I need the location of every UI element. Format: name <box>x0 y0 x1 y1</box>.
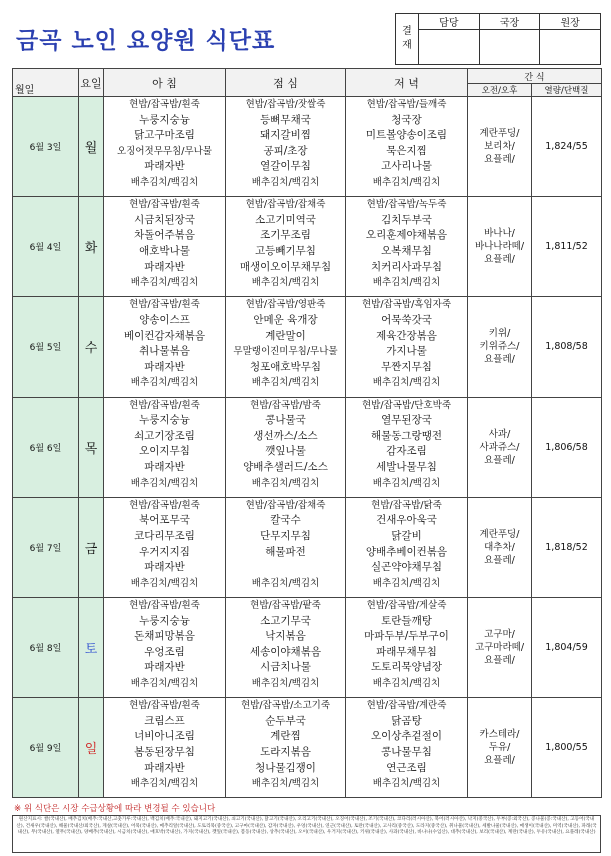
menu-item: 연근조림 <box>386 761 427 774</box>
snack-item: 바나나라떼/ <box>474 241 525 253</box>
snack-item: 보리차/ <box>484 141 515 153</box>
menu-item: 배추김치/백김치 <box>372 677 441 689</box>
menu-item: 배추김치/백김치 <box>130 477 199 489</box>
day-row <box>13 497 602 597</box>
menu-item: 배추김치/백김치 <box>372 477 441 489</box>
menu-item: 돼지갈비찜 <box>260 129 311 142</box>
menu-item: 현밥/잡곡밥/흑임자죽 <box>362 299 451 311</box>
menu-item: 현밥/잡곡밥/흰죽 <box>129 299 200 311</box>
menu-item: 배추김치/백김치 <box>372 577 441 589</box>
menu-item: 배추김치/백김치 <box>130 277 199 289</box>
menu-item: 파래자반 <box>144 761 185 774</box>
menu-item: 열갈이무침 <box>260 160 311 173</box>
menu-item: 파래자반 <box>144 561 185 574</box>
menu-item: 고등빼기무침 <box>255 244 316 257</box>
menu-item: 안메운 육개장 <box>253 313 318 326</box>
snack-menu <box>468 297 532 397</box>
day-row <box>13 397 602 497</box>
menu-item: 현밥/잡곡밥/들깨죽 <box>366 99 447 110</box>
snack-item: 요플레/ <box>484 154 515 166</box>
snack-item: 카스테라/ <box>479 729 520 741</box>
menu-item: 순두부국 <box>265 714 306 727</box>
menu-item: 우거지지짐 <box>139 545 190 558</box>
menu-item: 배추김치/백김치 <box>251 577 320 589</box>
header-date: 월일 <box>13 69 79 97</box>
lunch-menu <box>226 397 346 497</box>
menu-item: 배추김치/백김치 <box>130 677 199 689</box>
dinner-menu <box>346 497 468 597</box>
day-date: 6월 6일 <box>13 397 79 497</box>
breakfast-menu <box>104 698 226 798</box>
lunch-menu <box>226 497 346 597</box>
dinner-menu <box>346 297 468 397</box>
menu-item: 배추김치/백김치 <box>372 277 441 289</box>
breakfast-menu <box>104 197 226 297</box>
menu-item: 세송이야채볶음 <box>249 645 321 658</box>
menu-item: 배추김치/백김치 <box>372 778 441 790</box>
snack-item: 요플레/ <box>484 354 515 366</box>
day-weekday: 월 <box>79 97 104 197</box>
snack-item: 사과쥬스/ <box>479 441 520 453</box>
breakfast-menu <box>104 97 226 197</box>
menu-item: 청포애호박무침 <box>249 360 321 373</box>
menu-item: 도라지볶음 <box>260 745 311 758</box>
menu-item: 현밥/잡곡밥/잣쌀죽 <box>245 99 326 110</box>
breakfast-menu <box>104 597 226 697</box>
lunch-menu <box>226 97 346 197</box>
origin-info: 원산지표시: 쌀(국내산), 배추김치(배추:국내산,고춧가루:국내산), 백김치(배추:국내산), 돼지고기(국내산), 쇠고기(국내산), 닭고기(국내산), 오리고기(국내산), 오징어(국내산), 조기(국내산), 코다리(러시아산), 북어(러시아산), 낙지(중국산), 두부(콩:외국산), 콩나물(콩:국내산), 고등어(국내산), 건새우(국내산), 해물(국내산/외국산), 게살(국내산), 어묵(국내산), 메추리알(국내산), 도토리묵(중국산), 고구마(국내산), 감자(국내산), 우엉(국내산), 연근(국내산), 토란(국내산), 고사리(중국산), 도라지(중국산), 취나물(국내산), 세발나물(국내산), 매생이(국내산), 미역(국내산), 파래(국내산), 무(국내산), 열무(국내산), 양배추(국내산), 시금치(국내산), 애호박(국내산), 가지(국내산), 깻잎(국내산), 봄동(국내산), 상추(국내산), 오이(국내산), 우거지(국내산), 키위(국내산), 사과(국내산), 바나나(수입산), 대추(국내산), 보리(국내산), 계란(국내산), 두유(국내산), 요플레(국내산) <box>12 815 601 853</box>
approval-sign-head[interactable] <box>540 30 601 65</box>
menu-item: 양배추샐러드/소스 <box>243 460 328 473</box>
menu-item: 계란찜 <box>270 730 301 743</box>
approval-box <box>395 13 601 65</box>
menu-item: 파래자반 <box>144 360 185 373</box>
menu-item: 현밥/잡곡밥/흰죽 <box>129 700 200 712</box>
day-date: 6월 3일 <box>13 97 79 197</box>
menu-item: 제육간장볶음 <box>376 329 437 342</box>
menu-item: 계란말이 <box>265 329 306 342</box>
menu-item: 크림스프 <box>144 714 185 727</box>
lunch-menu <box>226 698 346 798</box>
menu-item: 닭곰탕 <box>391 714 422 727</box>
snack-item: 요플레/ <box>484 454 515 466</box>
menu-item: 파래무채무침 <box>376 645 437 658</box>
menu-item: 배추김치/백김치 <box>130 176 199 188</box>
dinner-menu <box>346 597 468 697</box>
day-row <box>13 197 602 297</box>
snack-item: 고구마/ <box>484 629 515 641</box>
menu-item: 치커리사과무침 <box>370 260 442 273</box>
menu-item: 오이상추겉절이 <box>370 730 442 743</box>
menu-item: 배추김치/백김치 <box>130 778 199 790</box>
day-date: 6월 5일 <box>13 297 79 397</box>
snack-item: 요플레/ <box>484 554 515 566</box>
menu-item: 현밥/잡곡밥/소고기죽 <box>241 700 330 712</box>
dinner-menu <box>346 397 468 497</box>
snack-item: 요플레/ <box>484 655 515 667</box>
header-snack: 간 식 <box>468 69 602 84</box>
menu-item <box>226 560 345 576</box>
menu-item: 쇠고기장조림 <box>134 429 195 442</box>
menu-item: 소고기무국 <box>260 614 311 627</box>
snack-menu <box>468 197 532 297</box>
calorie-protein: 1,806/58 <box>532 397 602 497</box>
menu-item: 단무지무침 <box>260 529 311 542</box>
snack-item: 키위쥬스/ <box>479 341 520 353</box>
snack-item: 키위/ <box>488 328 511 340</box>
menu-item: 청나물김쟁이 <box>255 761 316 774</box>
menu-item: 매생이오이무채무침 <box>239 260 332 273</box>
menu-item: 배추김치/백김치 <box>251 377 320 389</box>
approval-label <box>396 14 419 65</box>
menu-item: 시금치나물 <box>260 661 311 674</box>
menu-item: 청국장 <box>391 113 422 126</box>
day-weekday: 일 <box>79 698 104 798</box>
menu-item: 오이지무침 <box>139 445 190 458</box>
day-row <box>13 597 602 697</box>
menu-item: 오복채무침 <box>381 244 432 257</box>
header-breakfast: 아 침 <box>104 69 226 97</box>
menu-item: 도토리묵양념장 <box>370 661 442 674</box>
lunch-menu <box>226 297 346 397</box>
menu-item: 배추김치/백김치 <box>251 477 320 489</box>
day-weekday: 화 <box>79 197 104 297</box>
menu-item: 콩나물무침 <box>381 745 432 758</box>
menu-item: 건새우아욱국 <box>376 514 437 527</box>
approval-label-bottom: 재 <box>402 40 412 51</box>
menu-item: 배추김치/백김치 <box>372 176 441 188</box>
menu-item: 차돌어주볶음 <box>134 229 195 242</box>
menu-item: 김치두부국 <box>381 213 432 226</box>
snack-item: 대추차/ <box>484 541 515 553</box>
menu-item: 깻잎나물 <box>265 445 306 458</box>
menu-item: 애호박나물 <box>139 244 190 257</box>
day-row <box>13 698 602 798</box>
menu-item: 생선까스/소스 <box>253 429 318 442</box>
header-dinner: 저 녁 <box>346 69 468 97</box>
approval-sign-director[interactable] <box>479 30 540 65</box>
menu-item: 배추김치/백김치 <box>251 778 320 790</box>
lunch-menu <box>226 597 346 697</box>
day-row <box>13 297 602 397</box>
menu-item: 어묵쑥갓국 <box>381 313 432 326</box>
breakfast-menu <box>104 297 226 397</box>
menu-item: 현밥/잡곡밥/밤죽 <box>250 399 321 411</box>
menu-item: 고사리나물 <box>381 160 432 173</box>
snack-item: 계란푸딩/ <box>479 528 520 540</box>
menu-item: 현밥/잡곡밥/계란죽 <box>366 700 447 712</box>
day-weekday: 토 <box>79 597 104 697</box>
calorie-protein: 1,818/52 <box>532 497 602 597</box>
lunch-menu <box>226 197 346 297</box>
menu-item: 배추김치/백김치 <box>130 577 199 589</box>
header-lunch: 점 심 <box>226 69 346 97</box>
header-weekday: 요일 <box>79 69 104 97</box>
approval-role-director: 국장 <box>479 14 540 30</box>
menu-item: 파래자반 <box>144 661 185 674</box>
menu-item: 콩나물국 <box>265 414 306 427</box>
menu-item: 미트볼양송이조림 <box>365 129 448 142</box>
menu-item: 현밥/잡곡밥/영판죽 <box>245 299 326 311</box>
snack-menu <box>468 698 532 798</box>
day-weekday: 목 <box>79 397 104 497</box>
day-weekday: 수 <box>79 297 104 397</box>
menu-item: 파래자반 <box>144 460 185 473</box>
menu-item: 누룽지숭늉 <box>139 614 190 627</box>
menu-item: 양송이스프 <box>139 313 190 326</box>
menu-item: 묵은지찜 <box>386 144 427 157</box>
menu-item: 오리훈제야채볶음 <box>365 229 448 242</box>
approval-role-head: 원장 <box>540 14 601 30</box>
menu-item: 현밥/잡곡밥/녹두죽 <box>366 199 447 211</box>
snack-item: 계란푸딩/ <box>479 128 520 140</box>
snack-item: 사과/ <box>488 428 511 440</box>
menu-item: 배추김치/백김치 <box>130 377 199 389</box>
menu-item: 마파두부/두부구이 <box>364 630 449 643</box>
menu-item: 현밥/잡곡밥/잡채죽 <box>245 199 326 211</box>
menu-item: 현밥/잡곡밥/팥죽 <box>250 599 321 611</box>
menu-item: 낙지볶음 <box>265 630 306 643</box>
menu-item: 칼국수 <box>270 514 301 527</box>
menu-item: 열무된장국 <box>381 414 432 427</box>
menu-item: 현밥/잡곡밥/흰죽 <box>129 99 200 110</box>
menu-item: 북어포무국 <box>139 514 190 527</box>
menu-item: 양배추베이컨볶음 <box>365 545 448 558</box>
day-row <box>13 97 602 197</box>
menu-item: 현밥/잡곡밥/닭죽 <box>371 499 442 511</box>
dinner-menu <box>346 197 468 297</box>
snack-menu <box>468 597 532 697</box>
menu-item: 현밥/잡곡밥/단호박죽 <box>362 399 451 411</box>
menu-item: 우엉조림 <box>144 645 185 658</box>
calorie-protein: 1,800/55 <box>532 698 602 798</box>
header-snack-time: 오전/오후 <box>468 84 532 97</box>
approval-role-staff: 담당 <box>419 14 480 30</box>
menu-item: 베이컨감자채볶음 <box>123 329 206 342</box>
snack-menu <box>468 397 532 497</box>
approval-label-top: 결 <box>402 26 412 37</box>
menu-item: 배추김치/백김치 <box>251 277 320 289</box>
menu-item: 닭고구마조림 <box>134 129 195 142</box>
menu-item: 등뼈무채국 <box>260 113 311 126</box>
calorie-protein: 1,811/52 <box>532 197 602 297</box>
menu-item: 취나물볶음 <box>139 345 190 358</box>
calorie-protein: 1,824/55 <box>532 97 602 197</box>
snack-item: 두유/ <box>488 742 511 754</box>
menu-item: 무짠지무침 <box>381 360 432 373</box>
breakfast-menu <box>104 497 226 597</box>
day-date: 6월 7일 <box>13 497 79 597</box>
approval-sign-staff[interactable] <box>419 30 480 65</box>
day-date: 6월 8일 <box>13 597 79 697</box>
menu-item: 돈채피망볶음 <box>134 630 195 643</box>
menu-item: 파래자반 <box>144 160 185 173</box>
menu-item: 감자조림 <box>386 445 427 458</box>
snack-item: 요플레/ <box>484 254 515 266</box>
page-title: 금곡 노인 요양원 식단표 <box>16 28 276 54</box>
menu-item: 현밥/잡곡밥/흰죽 <box>129 399 200 411</box>
menu-item: 배추김치/백김치 <box>251 176 320 188</box>
menu-body <box>13 97 602 798</box>
menu-item: 닭갈비 <box>391 529 422 542</box>
menu-item: 코다리무조림 <box>134 529 195 542</box>
calorie-protein: 1,804/59 <box>532 597 602 697</box>
menu-item: 시금치된장국 <box>134 213 195 226</box>
menu-item: 해물동그랑땡전 <box>370 429 442 442</box>
snack-item: 고구마라떼/ <box>474 642 525 654</box>
menu-item: 해물파전 <box>265 545 306 558</box>
menu-item: 오징어젓무무침/무나물 <box>117 145 212 157</box>
menu-item: 무말랭이진미무침/무나물 <box>233 346 338 358</box>
day-weekday: 금 <box>79 497 104 597</box>
menu-item: 현밥/잡곡밥/잡채죽 <box>245 499 326 511</box>
snack-menu <box>468 497 532 597</box>
day-date: 6월 9일 <box>13 698 79 798</box>
dinner-menu <box>346 698 468 798</box>
menu-item: 조기무조림 <box>260 229 311 242</box>
snack-item: 요플레/ <box>484 755 515 767</box>
menu-item: 세발나물무침 <box>376 460 437 473</box>
menu-item: 누룽지숭늉 <box>139 414 190 427</box>
menu-table <box>12 68 602 798</box>
menu-item: 현밥/잡곡밥/흰죽 <box>129 499 200 511</box>
menu-item: 소고기미역국 <box>255 213 316 226</box>
menu-item: 토란들깨탕 <box>381 614 432 627</box>
snack-menu <box>468 97 532 197</box>
menu-item: 누룽지숭늉 <box>139 113 190 126</box>
day-date: 6월 4일 <box>13 197 79 297</box>
snack-item: 바나나/ <box>484 228 515 240</box>
menu-item: 가지나물 <box>386 345 427 358</box>
menu-item: 너비아니조림 <box>134 730 195 743</box>
breakfast-menu <box>104 397 226 497</box>
header-calorie: 열량/단백질 <box>532 84 602 97</box>
menu-item: 현밥/잡곡밥/흰죽 <box>129 599 200 611</box>
menu-item: 현밥/잡곡밥/게살죽 <box>366 599 447 611</box>
menu-item: 배추김치/백김치 <box>251 677 320 689</box>
calorie-protein: 1,808/58 <box>532 297 602 397</box>
menu-item: 파래자반 <box>144 260 185 273</box>
dinner-menu <box>346 97 468 197</box>
menu-item: 현밥/잡곡밥/흰죽 <box>129 199 200 211</box>
menu-item: 공피/초장 <box>263 144 308 157</box>
menu-item: 실곤약야채무침 <box>370 561 442 574</box>
menu-item: 배추김치/백김치 <box>372 377 441 389</box>
change-notice: ※ 위 식단은 시장 수급상황에 따라 변경될 수 있습니다 <box>14 804 216 814</box>
menu-item: 봄동된장무침 <box>134 745 195 758</box>
